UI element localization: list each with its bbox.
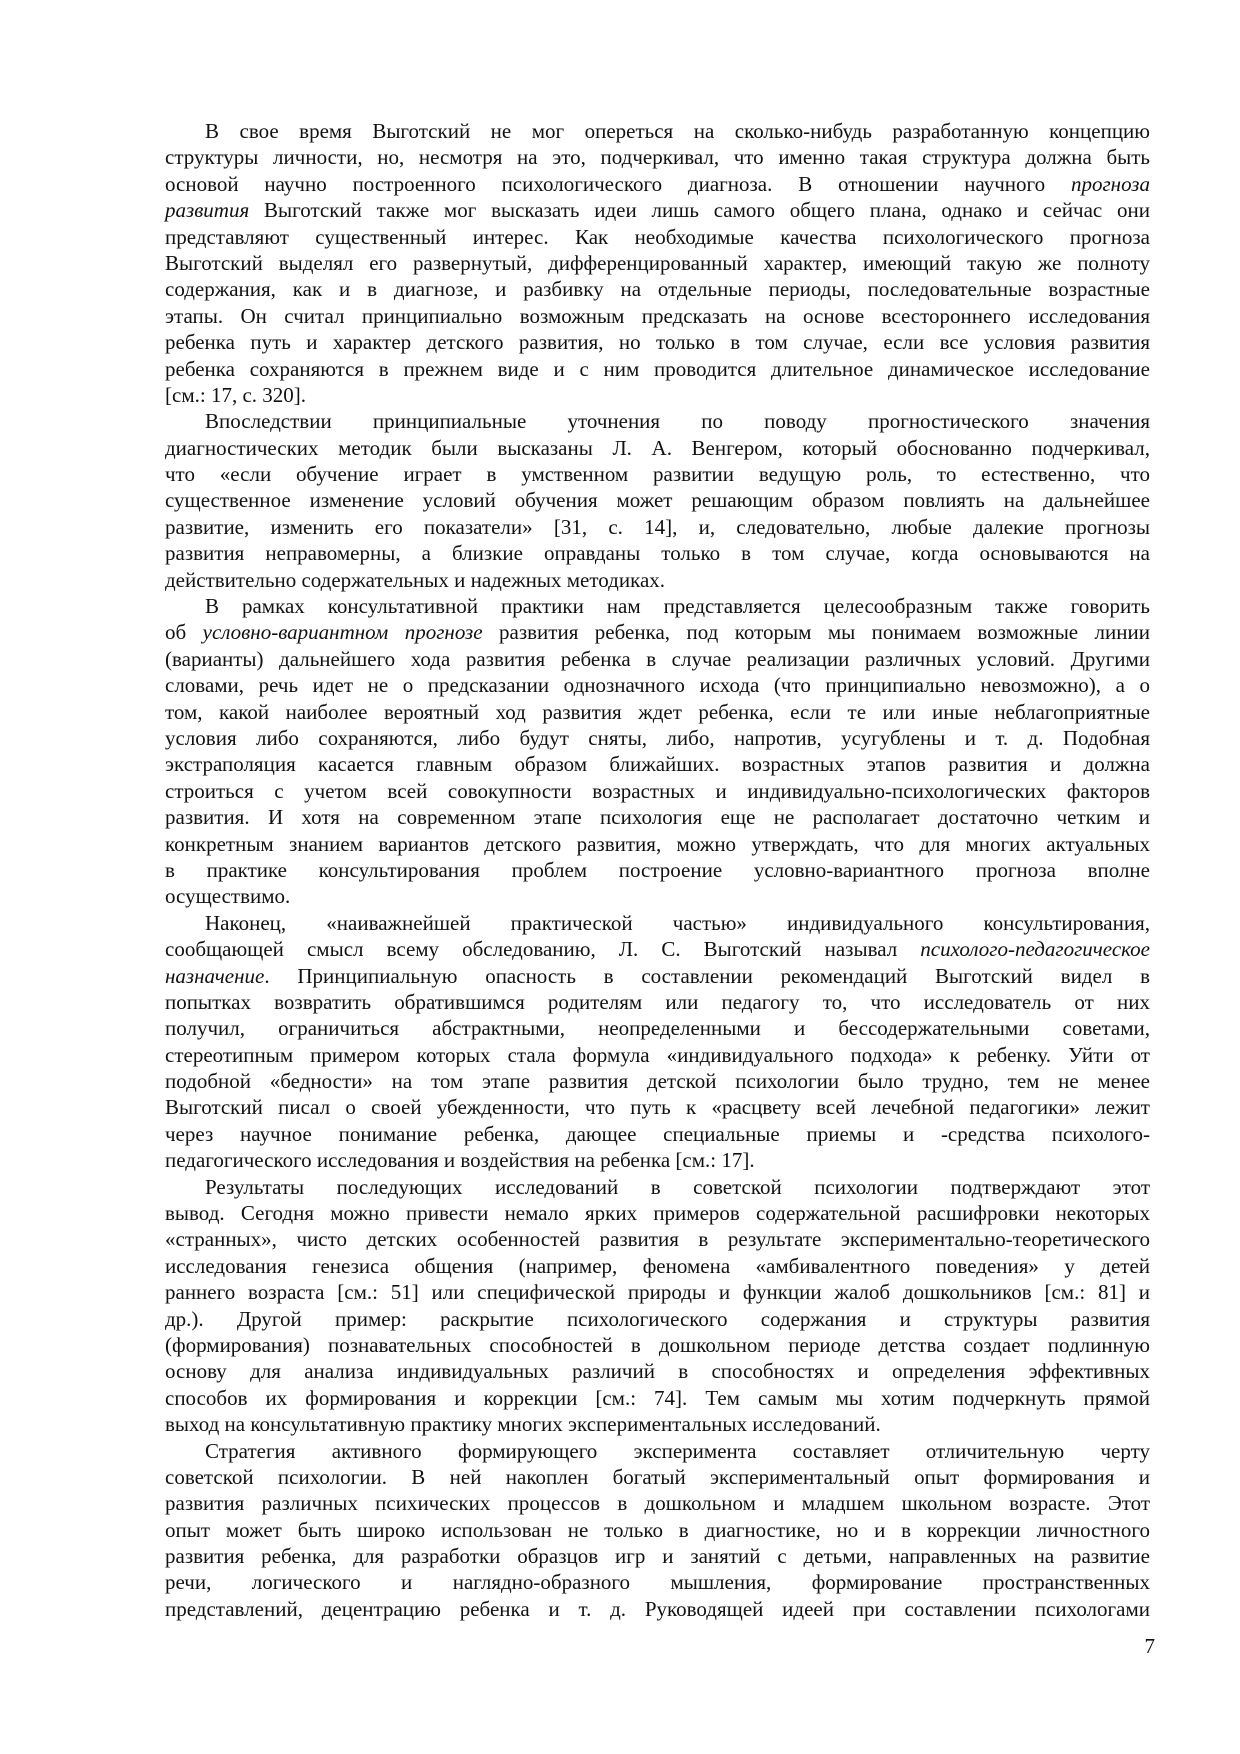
text-line	[165, 1464, 1150, 1490]
text-line	[165, 250, 1150, 276]
text-segment: педагогического исследования и воздействия на ребенка [см.: 17].	[165, 1148, 755, 1173]
text-segment: экстраполяция касается главным образом ближайших. возрастных этапов развития и должна	[165, 752, 1150, 777]
text-line	[165, 487, 1150, 513]
text-line	[165, 224, 1150, 250]
text-segment: (варианты) дальнейшего хода развития ребенка в случае реализации различных условий. Другими	[165, 646, 1150, 671]
text-segment: словами, речь идет не о предсказании однозначного исхода (что принципиально невозможно), а о	[165, 673, 1150, 698]
text-segment: осуществимо.	[165, 884, 291, 909]
italic-term: психолого-педагогическое	[920, 937, 1150, 962]
text-line	[165, 857, 1150, 883]
text-line	[165, 1200, 1150, 1226]
text-segment: опыт может быть широко использован не только в диагностике, но и в коррекции личностного	[165, 1517, 1150, 1542]
text-line	[165, 778, 1150, 804]
text-segment: др.). Другой пример: раскрытие психологического содержания и структуры развития	[165, 1306, 1150, 1331]
page-number: 7	[1144, 1634, 1155, 1658]
text-line	[165, 699, 1150, 725]
text-line	[165, 910, 1150, 936]
text-line	[165, 1543, 1150, 1569]
paragraph	[165, 593, 1150, 910]
paragraph	[165, 1174, 1150, 1438]
text-line	[165, 646, 1150, 672]
text-line	[165, 1042, 1150, 1068]
text-segment: том, какой наиболее вероятный ход развития ждет ребенка, если те или иные неблагоприятные	[165, 699, 1150, 724]
text-line	[165, 276, 1150, 302]
text-segment: раннего возраста [см.: 51] или специфической природы и функции жалоб дошкольников [см.: 81] и	[165, 1280, 1150, 1305]
text-segment: ребенка путь и характер детского развития, но только в том случае, если все условия развития	[165, 330, 1150, 355]
text-line	[165, 382, 1150, 408]
text-segment: сообщающей смысл всему обследованию, Л. С. Выготский называл	[165, 937, 921, 962]
text-line	[165, 1569, 1150, 1595]
text-segment: развития различных психических процессов в дошкольном и младшем школьном возрасте. Этот	[165, 1491, 1150, 1516]
text-line	[165, 1385, 1150, 1411]
text-segment: основу для анализа индивидуальных различий в способностях и определения эффективных	[165, 1359, 1150, 1384]
text-segment: речи, логического и наглядно-образного мышления, формирование пространственных	[165, 1570, 1150, 1595]
text-line	[165, 1438, 1150, 1464]
text-segment: этапы. Он считал принципиально возможным предсказать на основе всестороннего исследования	[165, 303, 1150, 328]
text-segment: основой научно построенного психологического диагноза. В отношении научного	[165, 171, 1071, 196]
text-line	[165, 514, 1150, 540]
text-segment: подобной «бедности» на том этапе развития детской психологии было трудно, тем не менее	[165, 1069, 1150, 1094]
italic-term: назначение	[165, 963, 265, 988]
text-line	[165, 144, 1150, 170]
text-segment: Результаты последующих исследований в советской психологии подтверждают этот	[205, 1174, 1150, 1199]
text-line	[165, 1411, 1150, 1437]
text-segment: (формирования) познавательных способностей в дошкольном периоде детства создает подлинную	[165, 1332, 1150, 1357]
text-segment: «странных», чисто детских особенностей развития в результате экспериментально-теоретического	[165, 1227, 1150, 1252]
text-line	[165, 1358, 1150, 1384]
text-segment: В рамках консультативной практики нам представляется целесообразным также говорить	[205, 594, 1150, 619]
text-line	[165, 1517, 1150, 1543]
text-segment: через научное понимание ребенка, дающее специальные приемы и -средства психолого-	[165, 1121, 1150, 1146]
text-line	[165, 751, 1150, 777]
text-line	[165, 435, 1150, 461]
text-segment: выход на консультативную практику многих экспериментальных исследований.	[165, 1412, 881, 1437]
text-segment: в практике консультирования проблем построение условно-вариантного прогноза вполне	[165, 857, 1150, 882]
text-segment: Выготский писал о своей убежденности, что путь к «расцвету всей лечебной педагогики» лежит	[165, 1095, 1150, 1120]
text-line	[165, 329, 1150, 355]
text-segment: представляют существенный интерес. Как необходимые качества психологического прогноза	[165, 224, 1150, 249]
text-segment: [см.: 17, с. 320].	[165, 382, 307, 407]
text-segment: стереотипным примером которых стала формула «индивидуального подхода» к ребенку. Уйти от	[165, 1042, 1150, 1067]
text-segment: конкретным знанием вариантов детского развития, можно утверждать, что для многих актуальных	[165, 831, 1150, 856]
text-line	[165, 725, 1150, 751]
text-segment: Стратегия активного формирующего эксперимента составляет отличительную черту	[205, 1438, 1150, 1463]
text-segment: . Принципиальную опасность в составлении рекомендаций Выготский видел в	[264, 963, 1150, 988]
text-line	[165, 831, 1150, 857]
paragraph	[165, 408, 1150, 593]
text-segment: что «если обучение играет в умственном развитии ведущую роль, то естественно, что	[165, 462, 1150, 487]
text-line	[165, 593, 1150, 619]
text-segment: действительно содержательных и надежных методиках.	[165, 567, 666, 592]
text-segment: ребенка сохраняются в прежнем виде и с ним проводится длительное динамическое исследование	[165, 356, 1150, 381]
text-segment: условия либо сохраняются, либо будут сняты, либо, напротив, усугублены и т. д. Подобная	[165, 725, 1150, 750]
paragraph	[165, 1438, 1150, 1623]
text-line	[165, 1332, 1150, 1358]
text-line	[165, 197, 1150, 223]
text-line	[165, 408, 1150, 434]
text-segment: получил, ограничиться абстрактными, неопределенными и бессодержательными советами,	[165, 1016, 1150, 1041]
text-segment: развития ребенка, под которым мы понимаем возможные линии	[482, 620, 1150, 645]
text-segment: развитие, изменить его показатели» [31, с. 14], и, следовательно, любые далекие прогнозы	[165, 514, 1150, 539]
text-line	[165, 1253, 1150, 1279]
text-line	[165, 1226, 1150, 1252]
text-line	[165, 1121, 1150, 1147]
text-line	[165, 461, 1150, 487]
text-segment: содержания, как и в диагнозе, и разбивку на отдельные периоды, последовательные возрастные	[165, 277, 1150, 302]
text-segment: об	[165, 620, 203, 645]
text-line	[165, 171, 1150, 197]
text-segment: попытках возвратить обратившимся родителям или педагогу то, что исследователь от них	[165, 989, 1150, 1014]
text-segment: развития ребенка, для разработки образцов игр и занятий с детьми, направленных на развитие	[165, 1544, 1150, 1569]
text-segment: советской психологии. В ней накоплен богатый экспериментальный опыт формирования и	[165, 1464, 1150, 1489]
text-segment: вывод. Сегодня можно привести немало ярких примеров содержательной расшифровки некоторых	[165, 1201, 1150, 1226]
body-text	[165, 118, 1150, 1622]
text-segment: развития неправомерны, а близкие оправданы только в том случае, когда основываются на	[165, 541, 1150, 566]
text-line	[165, 356, 1150, 382]
text-segment: структуры личности, но, несмотря на это, подчеркивал, что именно такая структура должна быть	[165, 145, 1150, 170]
text-line	[165, 672, 1150, 698]
text-segment: Наконец, «наиважнейшей практической частью» индивидуального консультирования,	[205, 910, 1150, 935]
text-line	[165, 1279, 1150, 1305]
text-line	[165, 540, 1150, 566]
text-line	[165, 936, 1150, 962]
text-line	[165, 883, 1150, 909]
text-segment: существенное изменение условий обучения может решающим образом повлиять на дальнейшее	[165, 488, 1150, 513]
text-line	[165, 804, 1150, 830]
text-line	[165, 1147, 1150, 1173]
text-line	[165, 1490, 1150, 1516]
text-segment: представлений, децентрацию ребенка и т. д. Руководящей идеей при составлении психологами	[165, 1596, 1150, 1621]
text-segment: Выготский также мог высказать идеи лишь самого общего плана, однако и сейчас они	[249, 198, 1150, 223]
text-line	[165, 989, 1150, 1015]
text-line	[165, 963, 1150, 989]
text-line	[165, 619, 1150, 645]
text-segment: Выготский выделял его развернутый, дифференцированный характер, имеющий такую же полноту	[165, 250, 1150, 275]
italic-term: развития	[165, 198, 250, 223]
text-line	[165, 1015, 1150, 1041]
text-line	[165, 1094, 1150, 1120]
text-segment: строиться с учетом всей совокупности возрастных и индивидуально-психологических факторов	[165, 778, 1150, 803]
text-line	[165, 1174, 1150, 1200]
text-line	[165, 567, 1150, 593]
text-line	[165, 1068, 1150, 1094]
italic-term: условно-вариантном прогнозе	[202, 620, 483, 645]
text-segment: Впоследствии принципиальные уточнения по поводу прогностического значения	[205, 409, 1150, 434]
italic-term: прогноза	[1070, 171, 1150, 196]
text-segment: В свое время Выготский не мог опереться на сколько-нибудь разработанную концепцию	[205, 119, 1150, 143]
text-segment: диагностических методик были высказаны Л. А. Венгером, который обоснованно подчеркивал,	[165, 435, 1150, 460]
paragraph	[165, 910, 1150, 1174]
paragraph	[165, 118, 1150, 408]
text-line	[165, 118, 1150, 144]
text-segment: исследования генезиса общения (например, феномена «амбивалентного поведения» у детей	[165, 1253, 1150, 1278]
text-line	[165, 303, 1150, 329]
text-segment: развития. И хотя на современном этапе психология еще не располагает достаточно четким и	[165, 805, 1150, 830]
text-line	[165, 1306, 1150, 1332]
text-segment: способов их формирования и коррекции [см.: 74]. Тем самым мы хотим подчеркнуть прямой	[165, 1385, 1150, 1410]
text-line	[165, 1596, 1150, 1622]
